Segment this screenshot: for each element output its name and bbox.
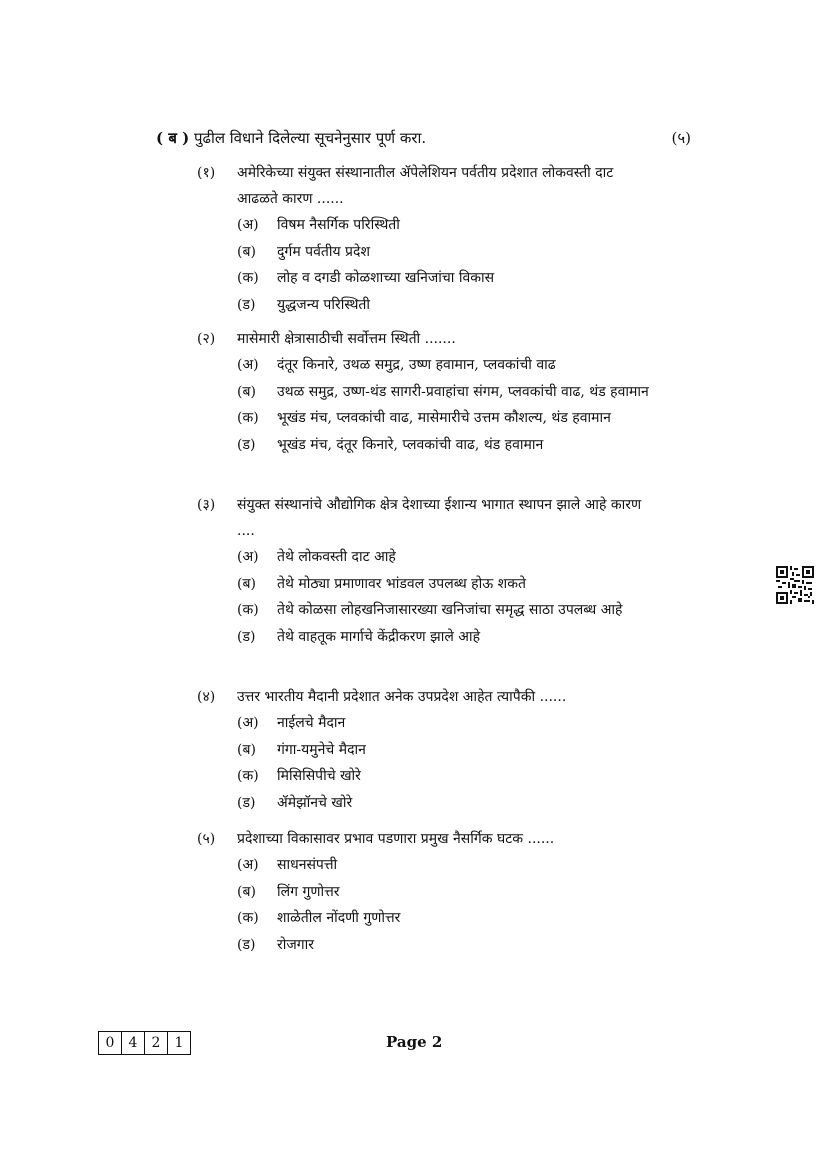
question-2 bbox=[197, 326, 657, 458]
option-label: (ब) bbox=[237, 741, 256, 758]
option-text: उथळ समुद्र, उष्ण-थंड सागरी-प्रवाहांचा संगम, प्लवकांची वाढ, थंड हवामान bbox=[277, 383, 649, 400]
option bbox=[237, 432, 657, 459]
option bbox=[237, 737, 657, 764]
option-text: लोह व दगडी कोळशाच्या खनिजांचा विकास bbox=[277, 270, 495, 286]
question-4 bbox=[197, 684, 657, 816]
option-label: (क) bbox=[237, 270, 259, 286]
option-text: ॲमेझॉनचे खोरे bbox=[277, 794, 353, 811]
option-text: तेथे वाहतूक मार्गाचे केंद्रीकरण झाले आहे bbox=[277, 628, 481, 645]
option bbox=[237, 212, 657, 239]
question-number: (१) bbox=[197, 165, 216, 181]
option bbox=[237, 624, 657, 651]
options-list bbox=[237, 710, 657, 816]
question-number: (५) bbox=[197, 831, 216, 847]
section-marks: (५) bbox=[671, 129, 691, 147]
option-text: मिसिसिपीचे खोरे bbox=[277, 768, 361, 784]
question-text: मासेमारी क्षेत्रासाठीची सर्वोत्तम स्थिती ....... bbox=[237, 331, 456, 347]
options-list bbox=[237, 352, 657, 458]
option-label: (ड) bbox=[237, 628, 256, 645]
question-1 bbox=[197, 160, 657, 318]
option-text: नाईलचे मैदान bbox=[277, 715, 346, 731]
option-text: तेथे कोळसा लोहखनिजासारख्या खनिजांचा समृद्ध साठा उपलब्ध आहे bbox=[277, 602, 623, 618]
code-digit: 4 bbox=[122, 1032, 145, 1054]
option-text: विषम नैसर्गिक परिस्थिती bbox=[277, 217, 400, 233]
option-label: (ड) bbox=[237, 296, 256, 313]
option-label: (अ) bbox=[237, 549, 259, 565]
option-text: गंगा-यमुनेचे मैदान bbox=[277, 741, 366, 758]
option bbox=[237, 710, 657, 737]
option bbox=[237, 352, 657, 379]
option-text: दंतूर किनारे, उथळ समुद्र, उष्ण हवामान, प्लवकांची वाढ bbox=[277, 357, 556, 373]
option-label: (अ) bbox=[237, 217, 259, 233]
option-label: (अ) bbox=[237, 857, 259, 873]
option-label: (ब) bbox=[237, 243, 256, 260]
option bbox=[237, 932, 657, 959]
option-label: (ड) bbox=[237, 936, 256, 953]
code-digit: 0 bbox=[99, 1032, 122, 1054]
question-text: प्रदेशाच्या विकासावर प्रभाव पडणारा प्रमुख नैसर्गिक घटक ...... bbox=[237, 831, 555, 847]
question-3 bbox=[197, 492, 657, 650]
option-text: तेथे लोकवस्ती दाट आहे bbox=[277, 549, 396, 565]
option bbox=[237, 852, 657, 879]
option-label: (अ) bbox=[237, 715, 259, 731]
option-label: (क) bbox=[237, 602, 259, 618]
option-label: (ड) bbox=[237, 794, 256, 811]
option bbox=[237, 597, 657, 624]
option-text: साधनसंपत्ती bbox=[277, 857, 338, 873]
question-5 bbox=[197, 826, 657, 958]
option-text: भूखंड मंच, दंतूर किनारे, प्लवकांची वाढ, थंड हवामान bbox=[277, 436, 544, 453]
options-list bbox=[237, 852, 657, 958]
option-label: (ब) bbox=[237, 883, 256, 900]
option-label: (क) bbox=[237, 410, 259, 426]
question-number: (२) bbox=[197, 331, 216, 347]
question-text: अमेरिकेच्या संयुक्त संस्थानातील ॲपेलेशियन पर्वतीय प्रदेशात लोकवस्ती दाट आढळते कारण ...... bbox=[237, 165, 614, 207]
option bbox=[237, 405, 657, 432]
question-text: उत्तर भारतीय मैदानी प्रदेशात अनेक उपप्रदेश आहेत त्यापैकी ...... bbox=[237, 689, 567, 705]
option bbox=[237, 790, 657, 817]
option-label: (अ) bbox=[237, 357, 259, 373]
option bbox=[237, 239, 657, 266]
question-text: संयुक्त संस्थानांचे औद्योगिक क्षेत्र देशाच्या ईशान्य भागात स्थापन झाले आहे कारण .... bbox=[237, 497, 642, 539]
option-text: शाळेतील नोंदणी गुणोत्तर bbox=[277, 910, 401, 926]
section-header bbox=[156, 128, 691, 148]
section-label: ( ब ) bbox=[156, 129, 190, 147]
code-digit: 2 bbox=[145, 1032, 168, 1054]
options-list bbox=[237, 544, 657, 650]
option-text: रोजगार bbox=[277, 936, 314, 953]
option bbox=[237, 571, 657, 598]
option bbox=[237, 292, 657, 319]
option-text: भूखंड मंच, प्लवकांची वाढ, मासेमारीचे उत्तम कौशल्य, थंड हवामान bbox=[277, 410, 611, 426]
option-text: लिंग गुणोत्तर bbox=[277, 883, 340, 900]
question-number: (४) bbox=[197, 689, 216, 705]
option bbox=[237, 879, 657, 906]
option bbox=[237, 379, 657, 406]
question-number: (३) bbox=[197, 497, 216, 513]
options-list bbox=[237, 212, 657, 318]
option-label: (ब) bbox=[237, 383, 256, 400]
option bbox=[237, 265, 657, 292]
option-text: तेथे मोठ्या प्रमाणावर भांडवल उपलब्ध होऊ शकते bbox=[277, 575, 526, 592]
code-digit: 1 bbox=[174, 1035, 184, 1051]
option-label: (क) bbox=[237, 910, 259, 926]
option-label: (ड) bbox=[237, 436, 256, 453]
option-text: युद्धजन्य परिस्थिती bbox=[277, 296, 371, 313]
option-text: दुर्गम पर्वतीय प्रदेश bbox=[277, 243, 370, 260]
option bbox=[237, 905, 657, 932]
subject-code-box bbox=[98, 1031, 191, 1055]
section-instruction: पुढील विधाने दिलेल्या सूचनेनुसार पूर्ण करा. bbox=[194, 129, 427, 147]
option bbox=[237, 544, 657, 571]
option bbox=[237, 763, 657, 790]
page-number: Page 2 bbox=[386, 1033, 443, 1051]
option-label: (ब) bbox=[237, 575, 256, 592]
qr-code-icon bbox=[776, 566, 814, 604]
option-label: (क) bbox=[237, 768, 259, 784]
